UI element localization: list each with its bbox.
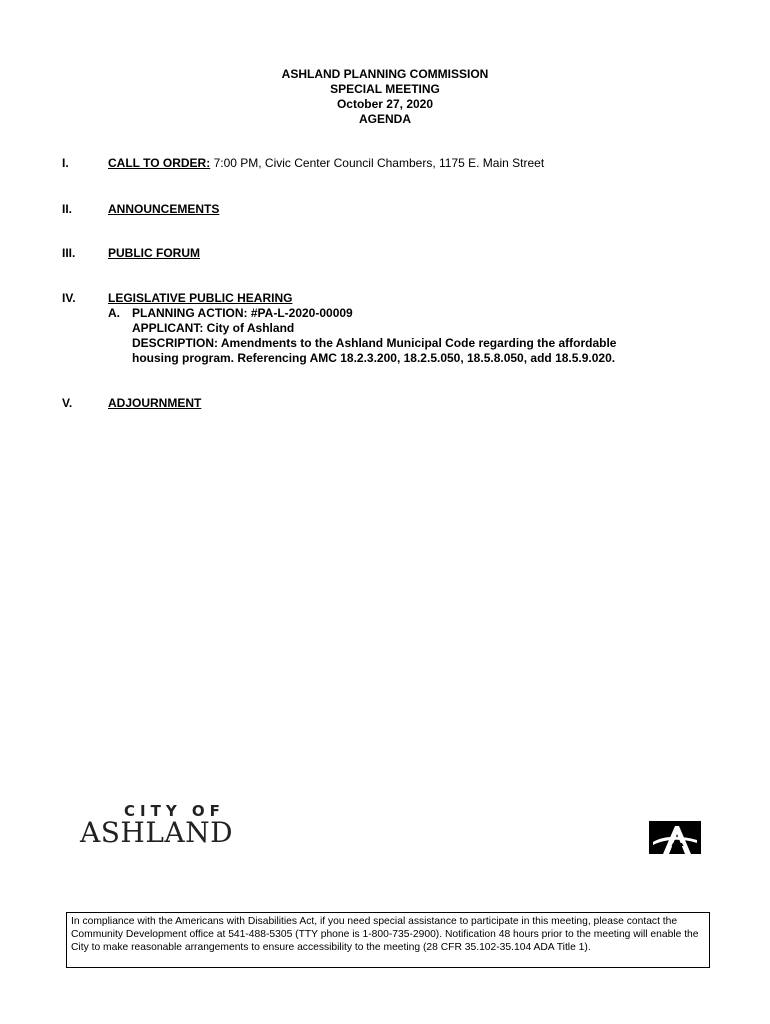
ada-notice [66, 912, 710, 968]
description-line-1: DESCRIPTION: Amendments to the Ashland Municipal Code regarding the affordable [132, 336, 617, 350]
planning-action-text: PLANNING ACTION: #PA-L-2020-00009 [132, 306, 353, 320]
meeting-date: October 27, 2020 [336, 97, 434, 111]
item-number: III. [62, 246, 76, 260]
description-line-2: housing program. Referencing AMC 18.2.3.200, 18.2.5.050, 18.5.8.050, add 18.5.9.020. [132, 351, 616, 365]
item-label: PUBLIC FORUM [108, 246, 200, 260]
applicant: APPLICANT: City of Ashland [132, 321, 295, 335]
meeting-type: SPECIAL MEETING [330, 82, 440, 96]
item-label: CALL TO ORDER: [108, 156, 211, 170]
item-label: ADJOURNMENT [108, 396, 202, 410]
agenda-header [0, 67, 770, 127]
item-text: 7:00 PM, Civic Center Council Chambers, 1175 E. Main Street [210, 156, 545, 170]
ada-notice-text: In compliance with the Americans with Disabilities Act, if you need special assistance to participate in this meeting, please contact the Community Development office at 541-488-5305 (TTY phone is 1-800-735-2900). Notification 48 hours prior to the meeting will enable the City to make reasonable arrangements to ensure accessibility to the meeting (28 CFR 35.102-35.104 ADA Title 1). [71, 916, 699, 953]
logo-city-of: CITY OF [124, 802, 225, 820]
logo-ashland: ASHLAND [80, 816, 234, 849]
item-number: V. [62, 396, 73, 410]
item-label: LEGISLATIVE PUBLIC HEARING [108, 291, 293, 305]
city-logo [80, 802, 280, 852]
sub-letter: A. [108, 306, 120, 320]
item-number: II. [62, 202, 73, 216]
planning-action [108, 306, 616, 321]
ashland-a-mark-icon [649, 821, 701, 854]
item-number: I. [62, 156, 69, 170]
commission-title: ASHLAND PLANNING COMMISSION [281, 67, 489, 81]
item-number: IV. [62, 291, 76, 305]
document-title: AGENDA [358, 112, 411, 126]
item-label: ANNOUNCEMENTS [108, 202, 220, 216]
